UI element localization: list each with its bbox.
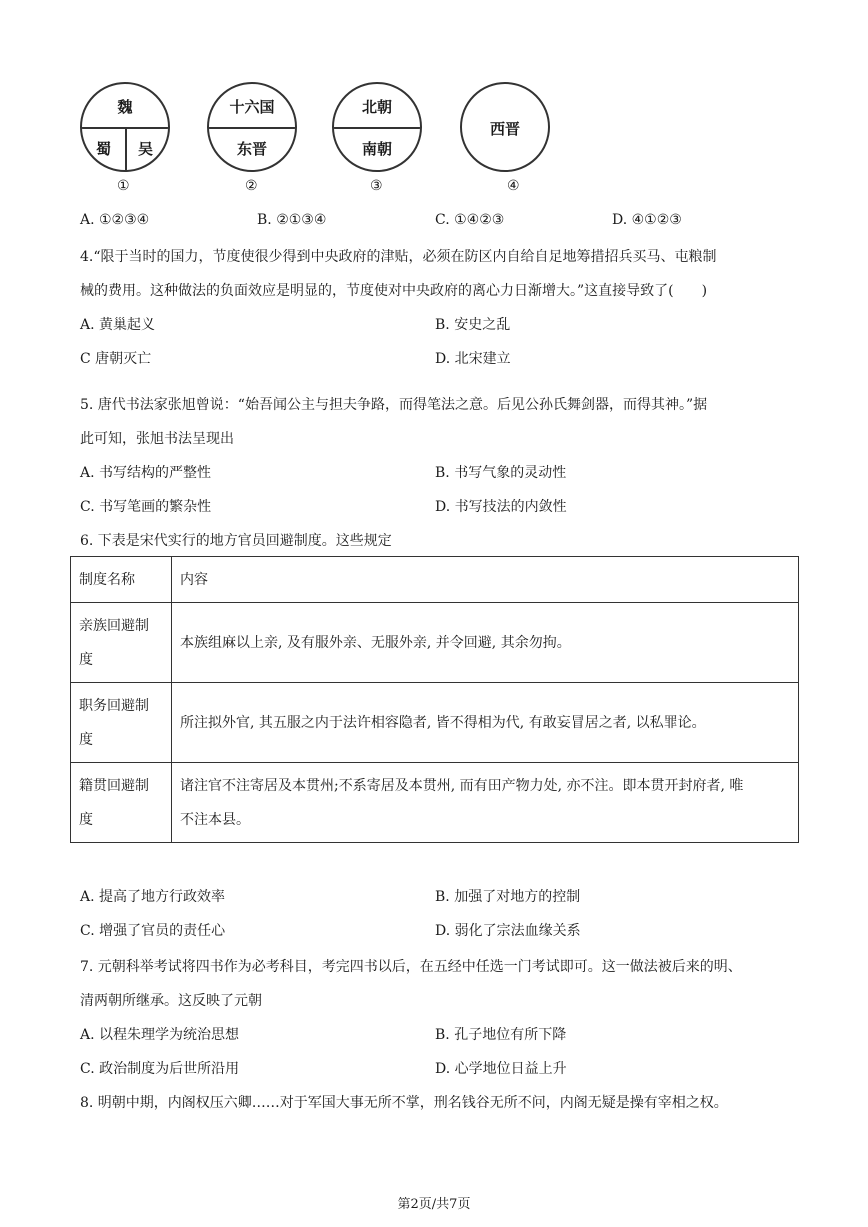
divider-line bbox=[209, 127, 295, 129]
circle-label: 西晋 bbox=[489, 120, 520, 138]
option-c: C. ①④②③ bbox=[435, 212, 505, 228]
option-b: B. 书写气象的灵动性 bbox=[435, 465, 567, 481]
table-row bbox=[71, 763, 799, 843]
option-d: D. 弱化了宗法血缘关系 bbox=[435, 923, 581, 939]
question-stem: 此可知，张旭书法呈现出 bbox=[80, 431, 234, 447]
circle-number: ④ bbox=[507, 178, 520, 194]
table-header-row bbox=[71, 557, 799, 603]
circle-label: 十六国 bbox=[229, 98, 275, 116]
table-cell-name bbox=[71, 683, 172, 763]
circle-number: ① bbox=[117, 178, 130, 194]
option-d: D. 北宋建立 bbox=[435, 351, 511, 367]
diagram-circle-4 bbox=[460, 82, 550, 172]
option-c: C. 政治制度为后世所沿用 bbox=[80, 1061, 240, 1077]
cell-line: 度 bbox=[79, 811, 93, 828]
divider-line bbox=[125, 127, 127, 170]
table-header: 内容 bbox=[172, 557, 799, 603]
table-cell-content bbox=[172, 683, 799, 763]
table-cell-content bbox=[172, 763, 799, 843]
page-number: 第2页/共7页 bbox=[397, 1197, 471, 1212]
cell-line: 职务回避制 bbox=[79, 697, 149, 714]
question-stem: 7. 元朝科举考试将四书作为必考科目，考完四书以后，在五经中任选一门考试即可。这一做法被后来的明、 bbox=[80, 959, 742, 975]
diagram-circle-2 bbox=[207, 82, 297, 172]
option-c: C 唐朝灭亡 bbox=[80, 351, 152, 367]
table-cell-name bbox=[71, 763, 172, 843]
cell-line: 度 bbox=[79, 731, 93, 748]
question-stem: 4.“限于当时的国力，节度使很少得到中央政府的津贴，必须在防区内自给自足地筹措招兵买马、屯粮制 bbox=[80, 249, 717, 265]
circle-number: ③ bbox=[370, 178, 383, 194]
table-row bbox=[71, 683, 799, 763]
option-b: B. 加强了对地方的控制 bbox=[435, 889, 581, 905]
cell-line: 度 bbox=[79, 651, 93, 668]
option-b: B. 孔子地位有所下降 bbox=[435, 1027, 567, 1043]
table-cell-name bbox=[71, 603, 172, 683]
option-d: D. ④①②③ bbox=[612, 212, 682, 228]
circle-label: 北朝 bbox=[361, 98, 392, 116]
option-a: A. 提高了地方行政效率 bbox=[80, 889, 226, 905]
option-b: B. ②①③④ bbox=[257, 212, 327, 228]
table-cell-content bbox=[172, 603, 799, 683]
option-b: B. 安史之乱 bbox=[435, 317, 511, 333]
option-a: A. 黄巢起义 bbox=[80, 317, 156, 333]
option-a: A. 书写结构的严整性 bbox=[80, 465, 212, 481]
cell-line: 诸注官不注寄居及本贯州;不系寄居及本贯州, 而有田产物力处, 亦不注。即本贯开封府者, 唯 bbox=[180, 777, 744, 794]
circle-label: 蜀 bbox=[96, 140, 112, 158]
question-stem: 清两朝所继承。这反映了元朝 bbox=[80, 993, 262, 1009]
circle-label: 南朝 bbox=[361, 140, 392, 158]
cell-line: 籍贯回避制 bbox=[79, 777, 149, 794]
circle-label: 魏 bbox=[117, 98, 133, 116]
divider-line bbox=[334, 127, 420, 129]
table-header: 制度名称 bbox=[71, 557, 172, 603]
circle-number: ② bbox=[245, 178, 258, 194]
circle-label: 东晋 bbox=[236, 140, 267, 158]
circle-label: 吴 bbox=[138, 140, 154, 158]
diagram-circle-1 bbox=[80, 82, 170, 172]
diagram-circle-3 bbox=[332, 82, 422, 172]
table-row bbox=[71, 603, 799, 683]
question-stem: 5. 唐代书法家张旭曾说：“始吾闻公主与担夫争路，而得笔法之意。后见公孙氏舞剑器，而得其神。”据 bbox=[80, 397, 708, 413]
option-c: C. 书写笔画的繁杂性 bbox=[80, 499, 212, 515]
question-stem: 6. 下表是宋代实行的地方官员回避制度。这些规定 bbox=[80, 533, 392, 549]
cell-line: 不注本县。 bbox=[180, 811, 250, 828]
option-a: A. 以程朱理学为统治思想 bbox=[80, 1027, 240, 1043]
question-stem: 8. 明朝中期，内阁权压六卿……对于军国大事无所不掌，刑名钱谷无所不问，内阁无疑是操有宰相之权。 bbox=[80, 1095, 728, 1111]
cell-line: 本族组麻以上亲, 及有服外亲、无服外亲, 并令回避, 其余勿拘。 bbox=[180, 634, 571, 651]
option-a: A. ①②③④ bbox=[80, 212, 150, 228]
avoidance-system-table bbox=[70, 556, 799, 843]
question-stem: 械的费用。这种做法的负面效应是明显的，节度使对中央政府的离心力日渐增大。”这直接导致了( ) bbox=[80, 283, 708, 299]
cell-line: 所注拟外官, 其五服之内于法许相容隐者, 皆不得相为代, 有敢妄冒居之者, 以私罪论。 bbox=[180, 714, 706, 731]
option-c: C. 增强了官员的责任心 bbox=[80, 923, 226, 939]
cell-line: 亲族回避制 bbox=[79, 617, 149, 634]
option-d: D. 书写技法的内敛性 bbox=[435, 499, 567, 515]
option-d: D. 心学地位日益上升 bbox=[435, 1061, 567, 1077]
